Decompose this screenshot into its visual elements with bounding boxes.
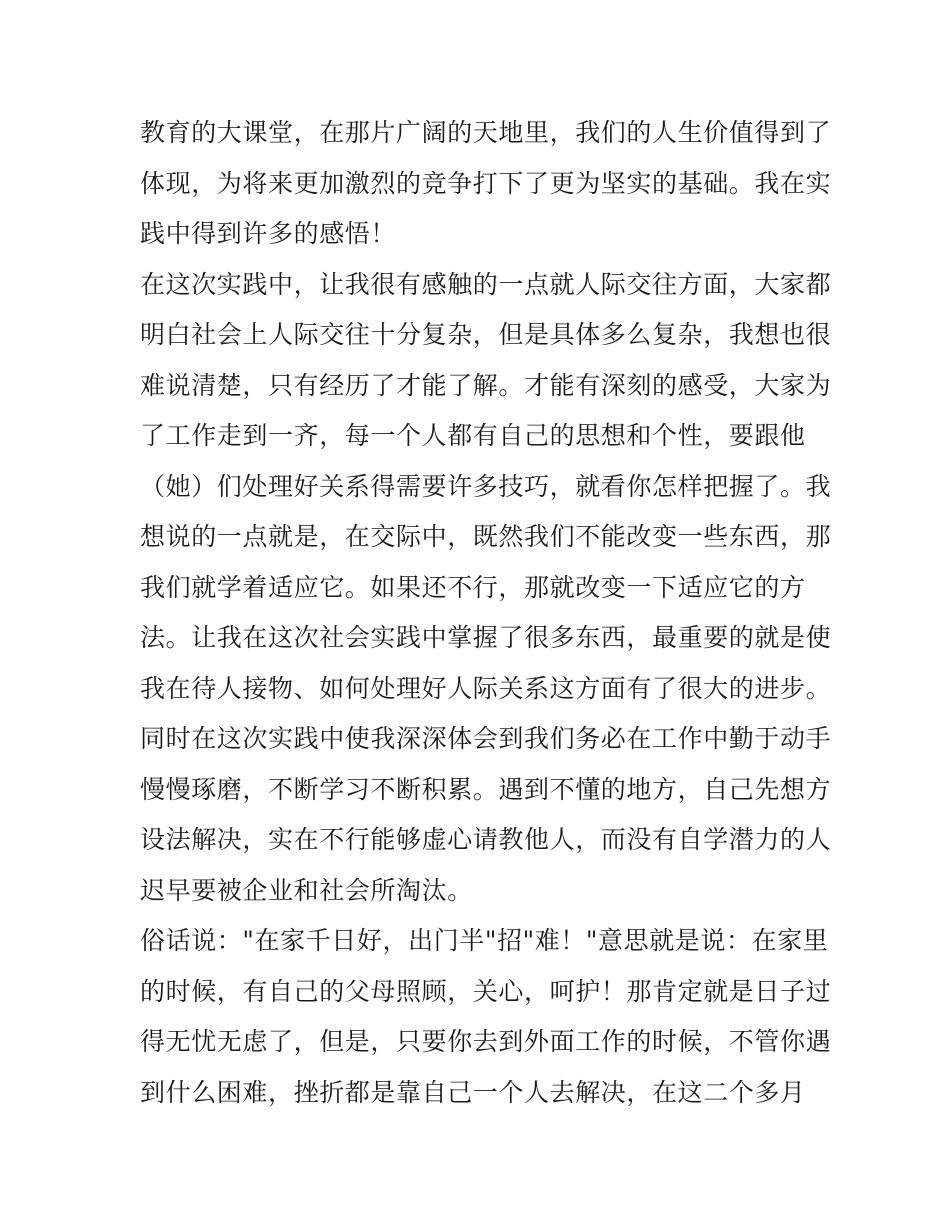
text-line: 难说清楚，只有经历了才能了解。才能有深刻的感受，大家为 <box>140 370 832 400</box>
text-line: 想说的一点就是，在交际中，既然我们不能改变一些东西，那 <box>140 522 832 551</box>
text-line: 我们就学着适应它。如果还不行，那就改变一下适应它的方 <box>140 572 806 602</box>
text-line: 同时在这次实践中使我深深体会到我们务必在工作中勤于动手 <box>140 724 832 753</box>
text-line: 在这次实践中，让我很有感触的一点就人际交往方面，大家都 <box>140 269 832 299</box>
document-body <box>140 108 832 1118</box>
text-line: 法。让我在这次社会实践中掌握了很多东西，最重要的就是使 <box>140 623 832 652</box>
text-line: 我在待人接物、如何处理好人际关系这方面有了很大的进步。 <box>140 673 832 703</box>
text-line: 得无忧无虑了，但是，只要你去到外面工作的时候，不管你遇 <box>140 1027 832 1056</box>
text-line: 俗话说："在家千日好，出门半"招"难！"意思就是说：在家里 <box>140 926 829 955</box>
text-line: 到什么困难，挫折都是靠自己一个人去解决，在这二个多月 <box>140 1077 806 1107</box>
text-line: 教育的大课堂，在那片广阔的天地里，我们的人生价值得到了 <box>140 118 832 147</box>
text-line: 明白社会上人际交往十分复杂，但是具体多么复杂，我想也很 <box>140 320 832 349</box>
text-line: 慢慢琢磨，不断学习不断积累。遇到不懂的地方，自己先想方 <box>140 774 832 804</box>
text-line: 的时候，有自己的父母照顾，关心，呵护！那肯定就是日子过 <box>140 976 832 1006</box>
text-line: 迟早要被企业和社会所淘汰。 <box>140 875 473 905</box>
text-line: 设法解决，实在不行能够虚心请教他人，而没有自学潜力的人 <box>140 825 832 854</box>
text-line: （她）们处理好关系得需要许多技巧，就看你怎样把握了。我 <box>140 471 832 501</box>
text-line: 践中得到许多的感悟！ <box>140 219 397 248</box>
text-line: 体现，为将来更加激烈的竞争打下了更为坚实的基础。我在实 <box>140 168 832 198</box>
text-line: 了工作走到一齐，每一个人都有自己的思想和个性，要跟他 <box>140 421 806 450</box>
